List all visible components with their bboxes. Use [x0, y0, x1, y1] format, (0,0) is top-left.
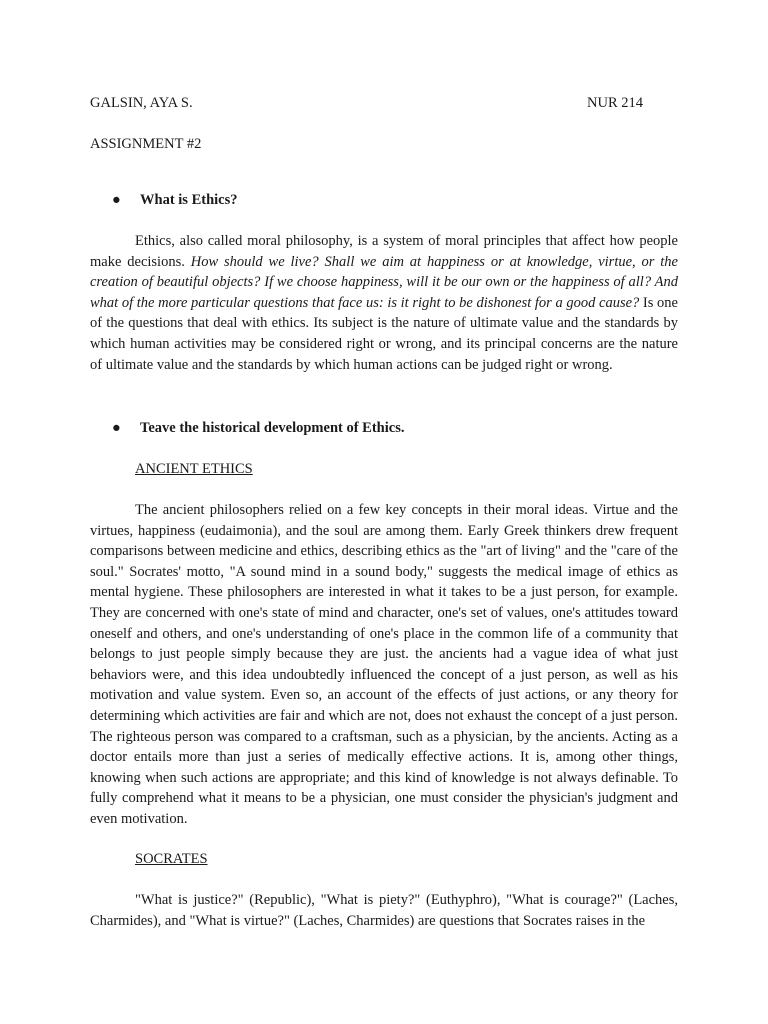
student-name: GALSIN, AYA S.: [90, 95, 193, 111]
question-heading-text: What is Ethics?: [140, 192, 238, 208]
bullet-icon: ●: [112, 192, 121, 208]
bullet-icon: ●: [112, 420, 121, 436]
paragraph-trail: Is one of the questions that deal with ethics. Its subject is the nature of ultimate value and the standards by which human activities may be considered right or wrong, and its principal concerns are the nature of ultimate value and the standards by which human actions can be judged right or wrong.: [90, 294, 678, 373]
ethics-definition-paragraph: [90, 231, 678, 375]
socrates-paragraph: "What is justice?" (Republic), "What is piety?" (Euthyphro), "What is courage?" (Laches, Charmides), and "What is virtue?" (Laches, Charmides) are questions that Socrates raises in the: [90, 892, 678, 929]
ancient-ethics-paragraph: The ancient philosophers relied on a few key concepts in their moral ideas. Virtue and the virtues, happiness (eudaimonia), and the soul are among them. Early Greek thinkers drew frequent comparisons between medicine and ethics, describing ethics as the "art of living" and the "care of the soul." Socrates' motto, "A sound mind in a sound body," suggests the medical image of ethics as mental hygiene. These philosophers are interested in what it takes to be a just person, for example. They are concerned with one's state of mind and character, one's set of values, one's attitudes toward oneself and others, and one's understanding of one's place in the common life of a community that belongs to just people simply because they are just. the ancients had a vague idea of what just behaviors were, and this idea undoubtedly influenced the concept of a just person, as well as his motivation and value system. Even so, an account of the effects of just actions, or any theory for determining which activities are fair and which are not, does not exhaust the concept of a just person. The righteous person was compared to a craftsman, such as a physician, by the ancients. Acting as a doctor entails more than just a series of medically effective actions. It is, among other things, knowing when such actions are appropriate; and this kind of knowledge is not always definable. To fully comprehend what it means to be a physician, one must consider the physician's judgment and even motivation.: [90, 502, 678, 827]
section-title-ancient-ethics: ANCIENT ETHICS: [135, 461, 253, 477]
paragraph-italic-questions: How should we live? Shall we aim at happiness or at knowledge, virtue, or the creation of beautiful objects? If we choose happiness, will it be our own or the happiness of all? And what of the more particular questions that face us: is it right to be dishonest for a good cause?: [90, 253, 678, 311]
section-title-socrates: SOCRATES: [135, 851, 208, 867]
question-heading-1: [112, 190, 238, 210]
question-heading-text: Teave the historical development of Ethics.: [140, 420, 405, 436]
question-heading-2: [112, 418, 404, 438]
course-code: NUR 214: [587, 95, 643, 111]
assignment-title: ASSIGNMENT #2: [90, 136, 202, 152]
paragraph-lead: Ethics, also called moral philosophy, is a system of moral principles that affect how people make decisions.: [90, 233, 678, 270]
